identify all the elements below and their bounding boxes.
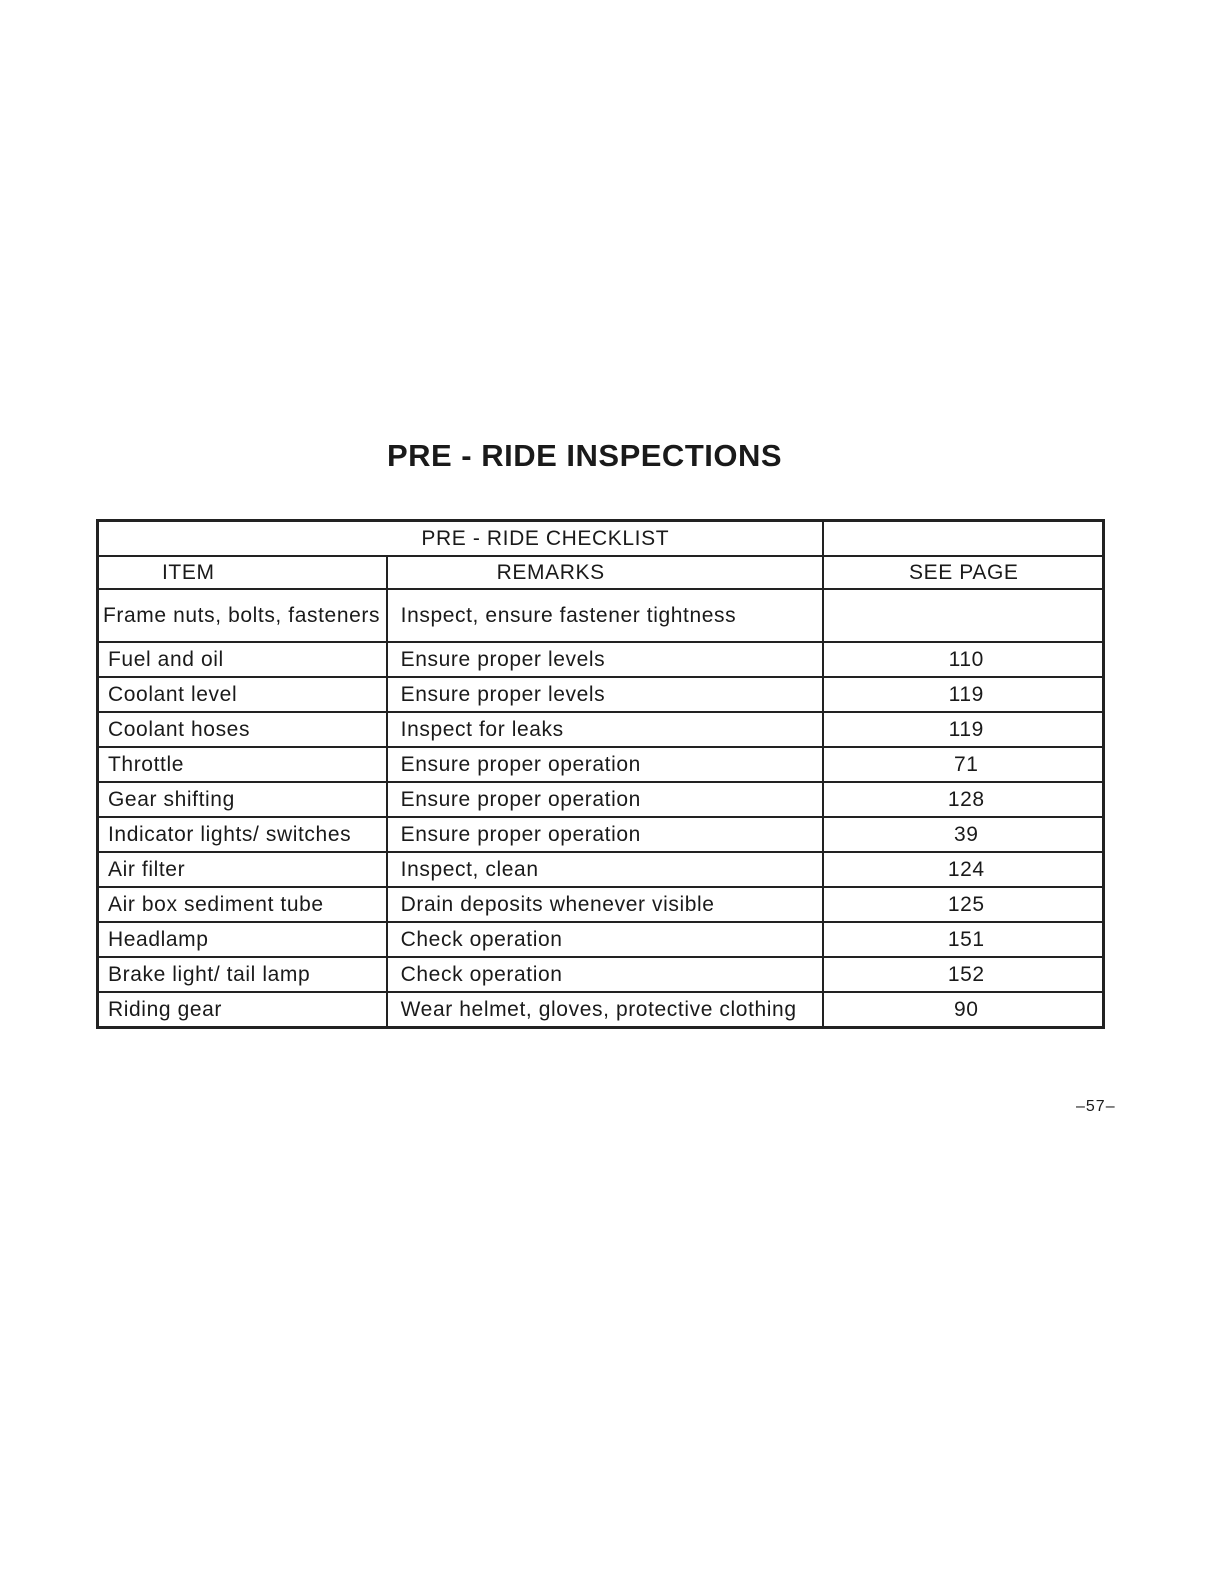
see-page-cell: 119 [823,712,1104,747]
item-cell: Riding gear [98,992,387,1028]
see-page-cell: 110 [823,642,1104,677]
table-row [98,957,1104,992]
remarks-cell: Inspect, clean [387,852,823,887]
table-row [98,992,1104,1028]
see-page-cell: 125 [823,887,1104,922]
page-title: PRE - RIDE INSPECTIONS [386,438,783,473]
see-page-cell: 151 [823,922,1104,957]
see-page-cell: 90 [823,992,1104,1028]
item-cell: Coolant hoses [98,712,387,747]
remarks-cell: Ensure proper operation [387,782,823,817]
pre-ride-checklist-table [96,519,1105,1029]
see-page-cell: 128 [823,782,1104,817]
see-page-cell: 152 [823,957,1104,992]
see-page-cell [823,589,1104,642]
table-row [98,782,1104,817]
table-header-row [98,556,1104,589]
table-caption-empty-cell [823,521,1104,557]
item-cell: Gear shifting [98,782,387,817]
table-row [98,642,1104,677]
item-cell: Indicator lights/ switches [98,817,387,852]
remarks-cell: Check operation [387,957,823,992]
item-cell: Throttle [98,747,387,782]
item-cell: Air filter [98,852,387,887]
table-caption: PRE - RIDE CHECKLIST [98,521,823,557]
remarks-cell: Wear helmet, gloves, protective clothing [387,992,823,1028]
remarks-cell: Ensure proper levels [387,677,823,712]
see-page-cell: 119 [823,677,1104,712]
remarks-cell: Ensure proper operation [387,747,823,782]
remarks-cell: Ensure proper operation [387,817,823,852]
item-cell: Air box sediment tube [98,887,387,922]
item-cell: Frame nuts, bolts, fasteners [98,589,387,642]
see-page-cell: 71 [823,747,1104,782]
column-header-item: ITEM [98,556,387,589]
item-cell: Brake light/ tail lamp [98,957,387,992]
table-row [98,677,1104,712]
remarks-cell: Inspect for leaks [387,712,823,747]
table-caption-row [98,521,1104,557]
item-cell: Headlamp [98,922,387,957]
item-cell: Coolant level [98,677,387,712]
table-row [98,852,1104,887]
item-cell: Fuel and oil [98,642,387,677]
table-row [98,747,1104,782]
see-page-cell: 124 [823,852,1104,887]
remarks-cell: Drain deposits whenever visible [387,887,823,922]
table-row [98,887,1104,922]
column-header-remarks: REMARKS [387,556,823,589]
table-row [98,922,1104,957]
column-header-see-page: SEE PAGE [823,556,1104,589]
table-row [98,712,1104,747]
remarks-cell: Ensure proper levels [387,642,823,677]
table-row [98,589,1104,642]
table-row [98,817,1104,852]
page-number: –57– [1076,1098,1116,1115]
see-page-cell: 39 [823,817,1104,852]
remarks-cell: Check operation [387,922,823,957]
remarks-cell: Inspect, ensure fastener tightness [387,589,823,642]
